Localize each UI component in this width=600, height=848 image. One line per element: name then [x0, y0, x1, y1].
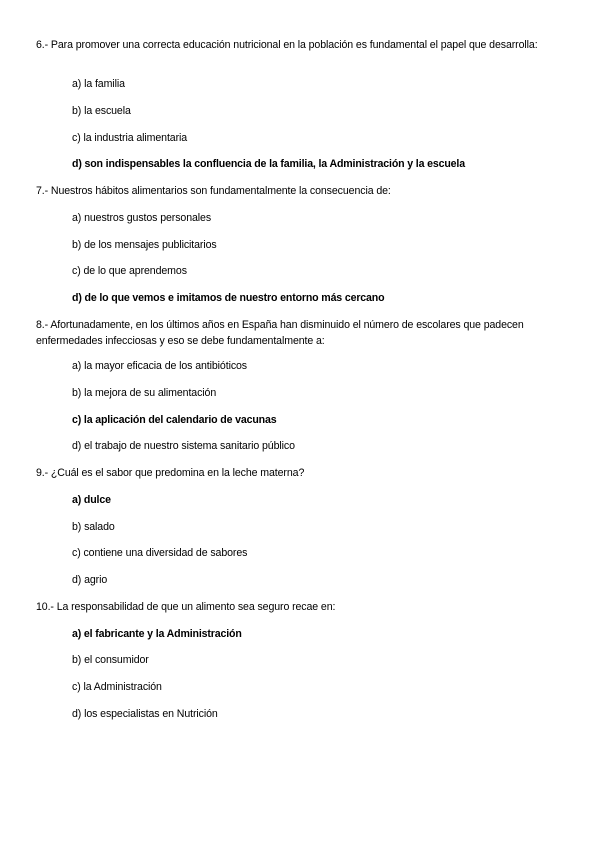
question-6-option-a: a) la familia — [72, 78, 125, 90]
question-10-option-a-correct: a) el fabricante y la Administración — [72, 628, 242, 640]
question-7-option-d-correct: d) de lo que vemos e imitamos de nuestro entorno más cercano — [72, 292, 385, 304]
question-9-option-c: c) contiene una diversidad de sabores — [72, 547, 248, 559]
question-7-option-a: a) nuestros gustos personales — [72, 212, 212, 224]
question-7-option-c: c) de lo que aprendemos — [72, 265, 187, 277]
question-9-option-b: b) salado — [72, 521, 115, 533]
question-8-option-c-correct: c) la aplicación del calendario de vacunas — [72, 414, 277, 426]
question-6-text: 6.- Para promover una correcta educación nutricional en la población es fundamental el papel que desarrolla: — [36, 39, 538, 51]
question-6-option-d-correct: d) son indispensables la confluencia de la familia, la Administración y la escuela — [72, 158, 465, 170]
question-8-option-b: b) la mejora de su alimentación — [72, 387, 217, 399]
question-7-option-b: b) de los mensajes publicitarios — [72, 239, 217, 251]
question-10-option-b: b) el consumidor — [72, 654, 149, 666]
question-10-option-c: c) la Administración — [72, 681, 162, 693]
question-9-option-d: d) agrio — [72, 574, 108, 586]
question-9-text: 9.- ¿Cuál es el sabor que predomina en la leche materna? — [36, 467, 305, 479]
question-10-text: 10.- La responsabilidad de que un alimento sea seguro recae en: — [36, 601, 336, 613]
question-8-option-d: d) el trabajo de nuestro sistema sanitario público — [72, 440, 295, 452]
question-10-option-d: d) los especialistas en Nutrición — [72, 708, 218, 720]
question-7-text: 7.- Nuestros hábitos alimentarios son fundamentalmente la consecuencia de: — [36, 185, 391, 197]
question-6-option-c: c) la industria alimentaria — [72, 132, 188, 144]
question-9-option-a-correct: a) dulce — [72, 494, 111, 506]
question-8-text: 8.- Afortunadamente, en los últimos años en España han disminuido el número de escolares que padecen enfermedades infecciosas y eso se debe fundamentalmente a: — [36, 319, 524, 347]
question-6-option-b: b) la escuela — [72, 105, 131, 117]
question-8-option-a: a) la mayor eficacia de los antibióticos — [72, 360, 248, 372]
